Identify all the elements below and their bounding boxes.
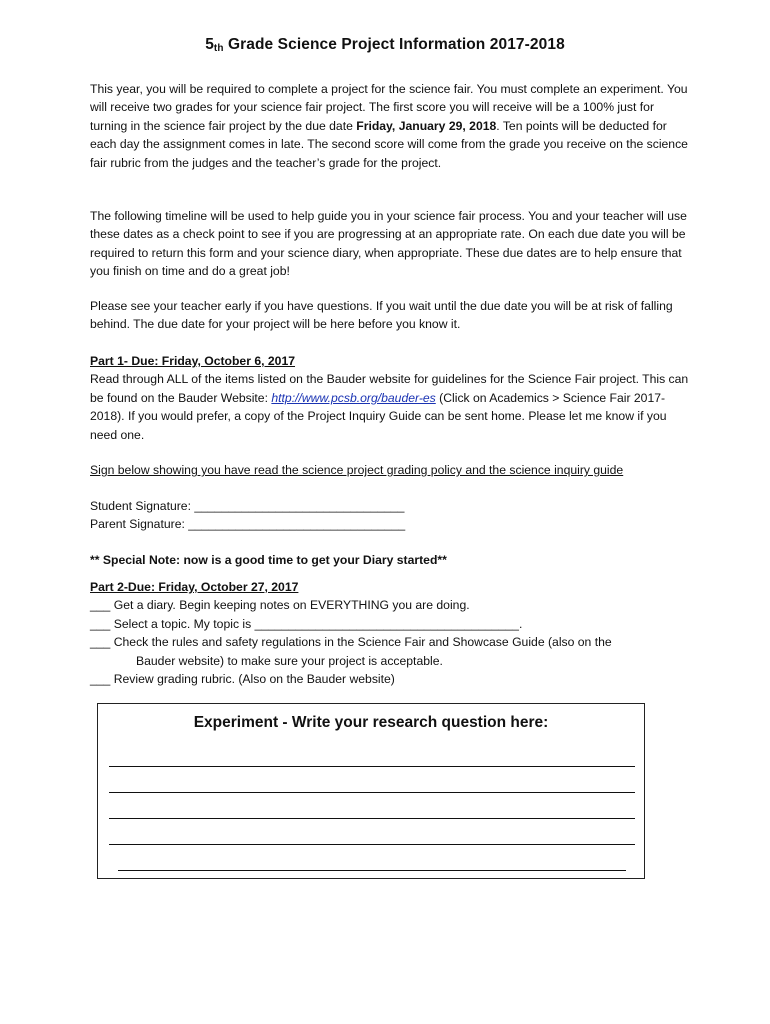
intro-paragraph-1 <box>90 80 690 172</box>
answer-line[interactable] <box>109 792 635 793</box>
answer-line[interactable] <box>109 766 635 767</box>
part1-text-b: (Click on Academics > Science Fair 2017-2018). If you would prefer, a copy of the Project Inquiry Guide can be sent home. Please let me know if you need one. <box>90 390 667 442</box>
sign-instruction-block <box>90 461 690 479</box>
signature-block <box>90 497 690 534</box>
answer-line[interactable] <box>109 844 635 845</box>
part2-item-topic[interactable]: ___ Select a topic. My topic is _______________________________________. <box>90 616 523 631</box>
intro-paragraph-2 <box>90 207 690 281</box>
part2-item-diary[interactable]: ___ Get a diary. Begin keeping notes on EVERYTHING you are doing. <box>90 598 470 613</box>
part1-text-a: Read through ALL of the items listed on the Bauder website for guidelines for the Science Fair project. This can be found on the Bauder Website: <box>90 372 689 405</box>
parent-signature-line[interactable]: Parent Signature: ________________________________ <box>90 517 406 532</box>
part1-heading: Part 1- Due: Friday, October 6, 2017 <box>90 354 296 368</box>
bauder-website-link[interactable]: http://www.pcsb.org/bauder-es <box>271 390 436 405</box>
answer-line[interactable] <box>109 818 635 819</box>
answer-line[interactable] <box>118 870 626 871</box>
experiment-box <box>97 703 645 879</box>
part2-section <box>90 578 690 688</box>
page-title <box>0 36 770 54</box>
experiment-box-title: Experiment - Write your research question here: <box>193 714 549 731</box>
special-note-block <box>90 551 690 569</box>
part2-item-rules-continued: Bauder website) to make sure your project is acceptable. <box>136 653 443 668</box>
timeline-paragraph: The following timeline will be used to help guide you in your science fair process. You and your teacher will use these dates as a check point to see if you are progressing at an appropriate rate. On each due date you will be required to return this form and your science diary, when appropriate. These due dates are to help ensure that you finish on time and do a great job! <box>90 209 687 279</box>
final-due-date: Friday, January 29, 2018 <box>356 118 497 133</box>
intro-text-b: . Ten points will be deducted for each day the assignment comes in late. The second score will come from the grade you receive on the science fair rubric from the judges and the teacher’s grade for the project. <box>90 118 688 170</box>
intro-paragraph-3 <box>90 297 690 334</box>
part2-item-rubric[interactable]: ___ Review grading rubric. (Also on the Bauder website) <box>90 672 395 687</box>
title-text: Grade Science Project Information 2017-2018 <box>223 36 565 53</box>
part2-item-rules[interactable]: ___ Check the rules and safety regulations in the Science Fair and Showcase Guide (also on the <box>90 635 612 650</box>
sign-instruction: Sign below showing you have read the science project grading policy and the science inquiry guide <box>90 463 624 477</box>
part2-heading: Part 2-Due: Friday, October 27, 2017 <box>90 580 299 594</box>
part1-section <box>90 352 690 444</box>
student-signature-line[interactable]: Student Signature: _______________________________ <box>90 499 405 513</box>
title-grade-suffix: th <box>213 43 224 54</box>
special-note: ** Special Note: now is a good time to get your Diary started** <box>90 553 447 567</box>
questions-paragraph: Please see your teacher early if you have questions. If you wait until the due date you will be at risk of falling behind. The due date for your project will be here before you know it. <box>90 299 673 332</box>
title-grade-number: 5 <box>205 36 214 53</box>
intro-text-a: This year, you will be required to complete a project for the science fair. You must complete an experiment. You will receive two grades for your science fair project. The first score you will receive will be a 100% just for turning in the science fair project by the due date <box>90 82 688 133</box>
